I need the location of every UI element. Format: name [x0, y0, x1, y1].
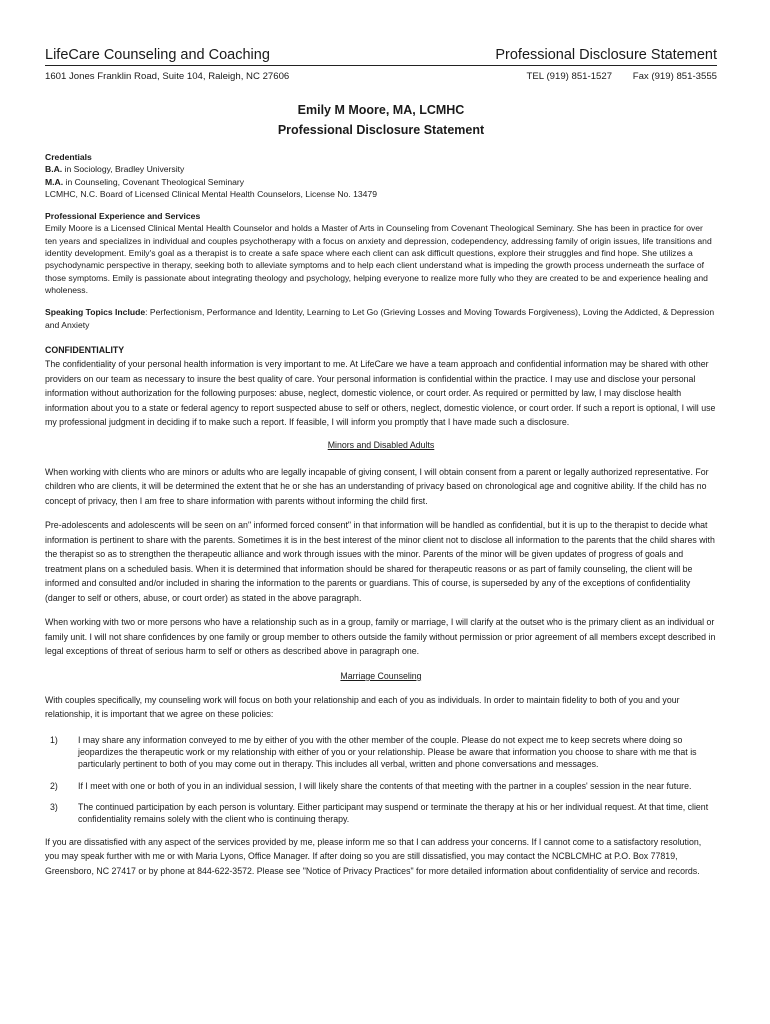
list-item	[45, 734, 717, 771]
counselor-name: Emily M Moore, MA, LCMHC	[297, 103, 465, 117]
marriage-heading: Marriage Counseling	[340, 670, 422, 681]
policy-text: I may share any information conveyed to me by either of you with the other member of the couple. Please do not expect me to keep secrets where doing so jeopardizes the therapeutic work or my relationship with either of you or your relationship. Please be aware that information you choose to share with me that is particularly pertinent to both of you may come out in therapy. This includes all verbal, written and phone conversations and messages.	[78, 734, 697, 770]
contact-row	[45, 71, 717, 82]
degree-detail: in Counseling, Covenant Theological Seminary	[63, 176, 245, 187]
policy-list	[45, 734, 717, 826]
minors-paragraph-2: Pre-adolescents and adolescents will be seen on an" informed forced consent" in that information will be handled as confidential, but it is up to the therapist to decide what information is pertinent to share with the parents. Sometimes it is in the best interest of the minor client not to disclose all information to the parents that the child shares with the therapist so as to strengthen the therapeutic alliance and work through issues with the minor. Parents of the minor will be given updates of progress of goals and treatment plans on a scheduled basis. When it is determined that information should be shared for therapeutic reasons or as part of family counseling, the client will be informed and consulted and/or included in sharing the information to the parents or guardians. This of course, is superseded by any of the exceptions of confidentiality (danger to self or others, abuse, or court order) as stated in the above paragraph.	[45, 520, 715, 603]
license-line: LCMHC, N.C. Board of Licensed Clinical Mental Health Counselors, License No. 13479	[45, 188, 377, 199]
minors-paragraph-1: When working with clients who are minors or adults who are legally incapable of giving consent, I will obtain consent from a parent or legally authorized representative. For children who are clients, it will be determined the extent that he or she has an understanding of privacy based on chronological age and cognitive ability. If the child has no concept of privacy, then I am free to share information with parents without informing the child first.	[45, 466, 709, 506]
experience-heading: Professional Experience and Services	[45, 211, 201, 222]
policy-number: 1)	[50, 734, 58, 745]
speaking-text: : Perfectionism, Performance and Identity, Learning to Let Go (Grieving Losses and Moving Towards Forgiveness), Loving the Addicted, & Depression and Anxiety	[45, 307, 715, 330]
speaking-label: Speaking Topics Include	[45, 307, 146, 318]
letterhead	[45, 46, 717, 64]
confidentiality-section	[45, 343, 717, 430]
tel-number: TEL (919) 851-1527	[526, 71, 613, 82]
closing-paragraph: If you are dissatisfied with any aspect of the services provided by me, please inform me so that I can address your concerns. If I cannot come to a satisfactory resolution, you may speak further with me or with Maria Lyons, Office Manager. If after doing so you are still dissatisfied, you may contact the NCBLCMHC at P.O. Box 77819, Greensboro, NC 27417 or by phone at 844-622-3572. Please see "Notice of Privacy Practices" for more detailed information about confidentiality of service and records.	[45, 836, 702, 876]
credential-ma	[45, 176, 717, 188]
office-address: 1601 Jones Franklin Road, Suite 104, Raleigh, NC 27606	[45, 71, 290, 82]
credential-ba	[45, 163, 717, 175]
document-page	[45, 46, 717, 878]
org-name: LifeCare Counseling and Coaching	[45, 47, 270, 63]
speaking-topics	[45, 306, 717, 331]
confidentiality-text: The confidentiality of your personal health information is very important to me. At LifeCare we have a team approach and confidential information may be shared with other providers on our team as necessary to insure the best quality of care. Your personal information is confidential within the practice. I may use and disclose your personal information without authorization for the following purposes: abuse, neglect, domestic violence, or court order. As required or permitted by law, I may disclose health information about you to a state or federal agency to report suspected abuse to self or others, neglect, domestic violence, or court order. If such a report is optional, I will use my professional judgment in deciding if to make such a report. If feasible, I will inform you promptly that I have made such a disclosure.	[45, 359, 716, 428]
degree-label: B.A.	[45, 164, 63, 175]
marriage-intro: With couples specifically, my counseling work will focus on both your relationship and each of you as individuals. In order to maintain fidelity to both of you and your relationship, it is important that we agree on these policies:	[45, 694, 680, 720]
fax-number: Fax (919) 851-3555	[632, 71, 717, 82]
minors-paragraph-3: When working with two or more persons who have a relationship such as in a group, family or marriage, I will clarify at the outset who is the primary client as an individual or family unit. I will not share confidences by one family or group member to others outside the family without permission or prior agreement of all members except described in legal exceptions of threat of serious harm to self or others as described above in paragraph one.	[45, 617, 716, 657]
header-rule	[45, 65, 717, 66]
experience-text: Emily Moore is a Licensed Clinical Mental Health Counselor and holds a Master of Arts in Counseling from Covenant Theological Seminary. She has been in practice for over ten years and specializes in individual and couples psychotherapy with a focus on anxiety and depression, codependency, addressing family of origin issues, life transitions and identity development. Emily's goal as a therapist is to create a safe space where each client can ask difficult questions, explore their struggles and find hope. She utilizes a psychodynamic perspective in therapy, seeking both to alleviate symptoms and to help each client understand what is impeding the growth process underneath the surface of those symptoms. Emily is passionate about integrating theology and psychology, helping everyone to realize more fully who they are created to be and experience healing and wholeness.	[45, 223, 712, 295]
minors-heading: Minors and Disabled Adults	[327, 439, 435, 450]
list-item	[45, 801, 717, 826]
experience-section	[45, 210, 717, 296]
phone-numbers	[509, 71, 717, 82]
credentials-heading: Credentials	[45, 152, 92, 162]
credentials-section	[45, 151, 717, 200]
policy-text: The continued participation by each person is voluntary. Either participant may suspend or terminate the therapy at his or her individual request. At that time, client confidentiality remains solely with the client who is continuing therapy.	[78, 802, 709, 825]
confidentiality-heading: CONFIDENTIALITY	[45, 344, 125, 355]
header-doc-label: Professional Disclosure Statement	[495, 47, 717, 63]
policy-number: 3)	[50, 802, 58, 813]
degree-label: M.A.	[45, 176, 64, 187]
document-title: Professional Disclosure Statement	[277, 123, 485, 137]
policy-text: If I meet with one or both of you in an individual session, I will likely share the contents of that meeting with the partner in a couples' session in the near future.	[78, 780, 692, 791]
policy-number: 2)	[50, 780, 58, 791]
degree-detail: in Sociology, Bradley University	[62, 164, 185, 175]
list-item	[45, 780, 717, 792]
